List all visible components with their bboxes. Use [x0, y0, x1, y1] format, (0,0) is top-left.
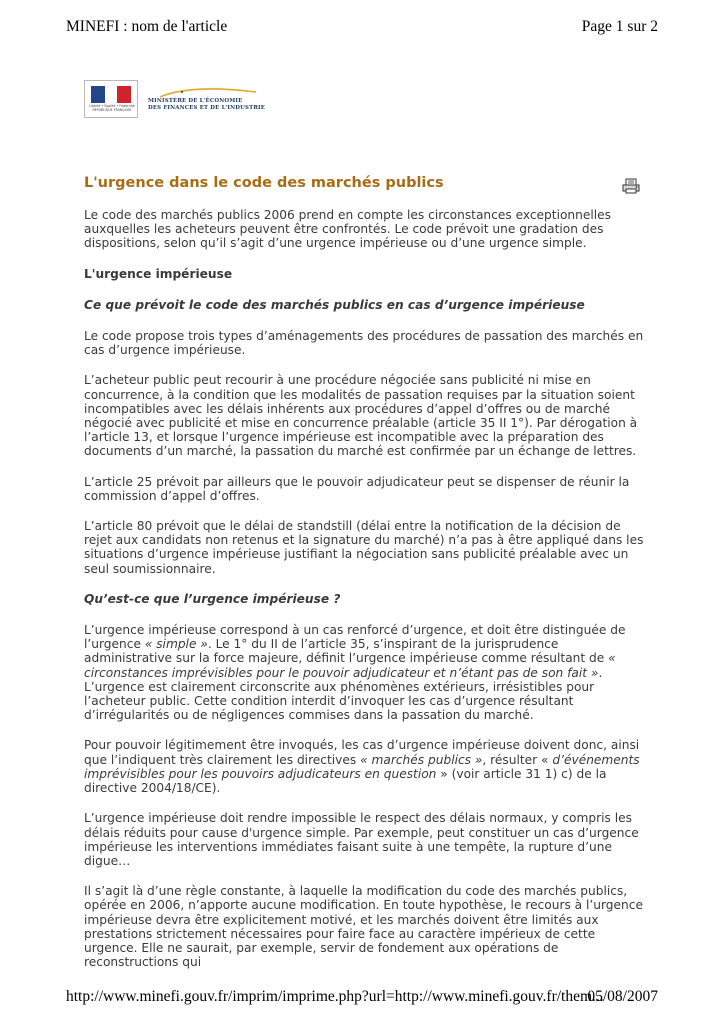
republique-francaise-logo	[84, 80, 138, 118]
intro-paragraph: Le code des marchés publics 2006 prend en compte les circonstances exceptionnelles auxquelles les acheteurs peuvent être confrontés. Le code prévoit une gradation des dispositions, selon qu’il s’agit d’une urgence impérieuse ou d’une urgence simple.	[84, 208, 611, 251]
paragraph-6-quote-evenements: d’événements imprévisibles pour les pouvoirs adjudicateurs en question	[84, 752, 640, 781]
paragraph-6	[84, 738, 644, 795]
paragraph-4: L’article 80 prévoit que le délai de standstill (délai entre la notification de la décision de rejet aux candidats non retenus et la signature du marché) n’a pas à être appliqué dans les situations d’urgence impérieuse justifiant la négociation sans publicité préalable avec un seul soumissionnaire.	[84, 519, 644, 576]
logo-block	[84, 80, 266, 122]
print-header-page-number: Page 1 sur 2	[581, 18, 658, 35]
print-header-title: MINEFI : nom de l'article	[66, 18, 228, 35]
paragraph-1: Le code propose trois types d’aménagements des procédures de passation des marchés en cas d’urgence impérieuse.	[84, 329, 644, 358]
paragraph-8: Il s’agit là d’une règle constante, à laquelle la modification du code des marchés publics, opérée en 2006, n’apporte aucune modification. En toute hypothèse, le recours à l’urgence impérieuse devra être explicitement motivé, et les marchés doivent être limités aux prestations strictement nécessaires pour faire face au caractère impérieux de cette urgence. Elle ne saurait, par exemple, servir de fondement aux opérations de reconstructions qui	[84, 884, 643, 970]
article-body	[84, 208, 644, 985]
paragraph-5-quote-circonstances: « circonstances imprévisibles pour le pouvoir adjudicateur et n’étant pas de son fait »	[84, 651, 616, 680]
section-heading: L'urgence impérieuse	[84, 266, 233, 281]
paragraph-5-part: . Le 1° du II de l’article 35, s’inspirant de la jurisprudence administrative sur la force majeure, définit l’urgence impérieuse comme résultant de	[84, 637, 609, 666]
paragraph-3: L’article 25 prévoit par ailleurs que le pouvoir adjudicateur peut se dispenser de réunir la commission d’appel d’offres.	[84, 474, 630, 503]
paragraph-6-quote-directives: « marchés publics »	[360, 752, 483, 767]
tricolor-flag-icon	[91, 86, 131, 103]
paragraph-5	[84, 623, 644, 722]
ministry-emblem-icon	[146, 86, 261, 98]
print-footer-url: http://www.minefi.gouv.fr/imprim/imprime.php?url=http://www.minefi.gouv.fr/them...	[66, 988, 604, 1005]
ministry-logo	[146, 86, 266, 118]
subheading-definition: Qu’est-ce que l’urgence impérieuse ?	[84, 591, 341, 606]
ministry-name-line1: MINISTÈRE DE L'ÉCONOMIE	[148, 98, 243, 104]
ministry-name-line2: DES FINANCES ET DE L'INDUSTRIE	[148, 105, 266, 111]
subheading-provisions: Ce que prévoit le code des marchés publics en cas d’urgence impérieuse	[84, 297, 585, 312]
paragraph-2: L’acheteur public peut recourir à une procédure négociée sans publicité ni mise en concurrence, à la condition que les modalités de passation requises par la situation soient incompatibles avec les délais inhérents aux procédures d’appel d’offres ou de marché négocié avec publicité et mise en concurrence préalable (article 35 II 1°). Par dérogation à l’article 13, et lorsque l’urgence impérieuse est incompatible avec la préparation des documents d’un marché, la passation du marché est confirmée par un échange de lettres.	[84, 373, 638, 459]
print-footer-date: 05/08/2007	[587, 988, 658, 1005]
paragraph-6-part: Pour pouvoir légitimement être invoqués, les cas d’urgence impérieuse doivent donc, ainsi que l’indiquent très clairement les directives	[84, 738, 640, 767]
article-title: L'urgence dans le code des marchés publics	[84, 175, 444, 191]
paragraph-5-part: L’urgence impérieuse correspond à un cas renforcé d’urgence, et doit être distinguée de l’urgence	[84, 623, 626, 652]
paragraph-6-part: , résulter «	[482, 752, 553, 767]
paragraph-5-part: . L’urgence est clairement circonscrite aux phénomènes extérieurs, irrésistibles pour l’acheteur public. Cette condition interdit d’invoquer les cas d’urgence résultant d’irrégularités ou de négligences commises dans la passation du marché.	[84, 665, 603, 723]
printer-icon[interactable]	[622, 178, 640, 194]
republic-motto: Liberté • Égalité • Fraternité RÉPUBLIQUE FRANÇAISE	[89, 104, 135, 112]
paragraph-5-quote-simple: « simple »	[144, 637, 208, 652]
paragraph-7: L’urgence impérieuse doit rendre impossible le respect des délais normaux, y compris les délais réduits pour cause d'urgence simple. Par exemple, peut constituer un cas d’urgence impérieuse les interventions immédiates faisant suite à une tempête, la rupture d’une digue…	[84, 811, 639, 868]
paragraph-6-part: » (voir article 31 1) c) de la directive 2004/18/CE).	[84, 766, 607, 796]
